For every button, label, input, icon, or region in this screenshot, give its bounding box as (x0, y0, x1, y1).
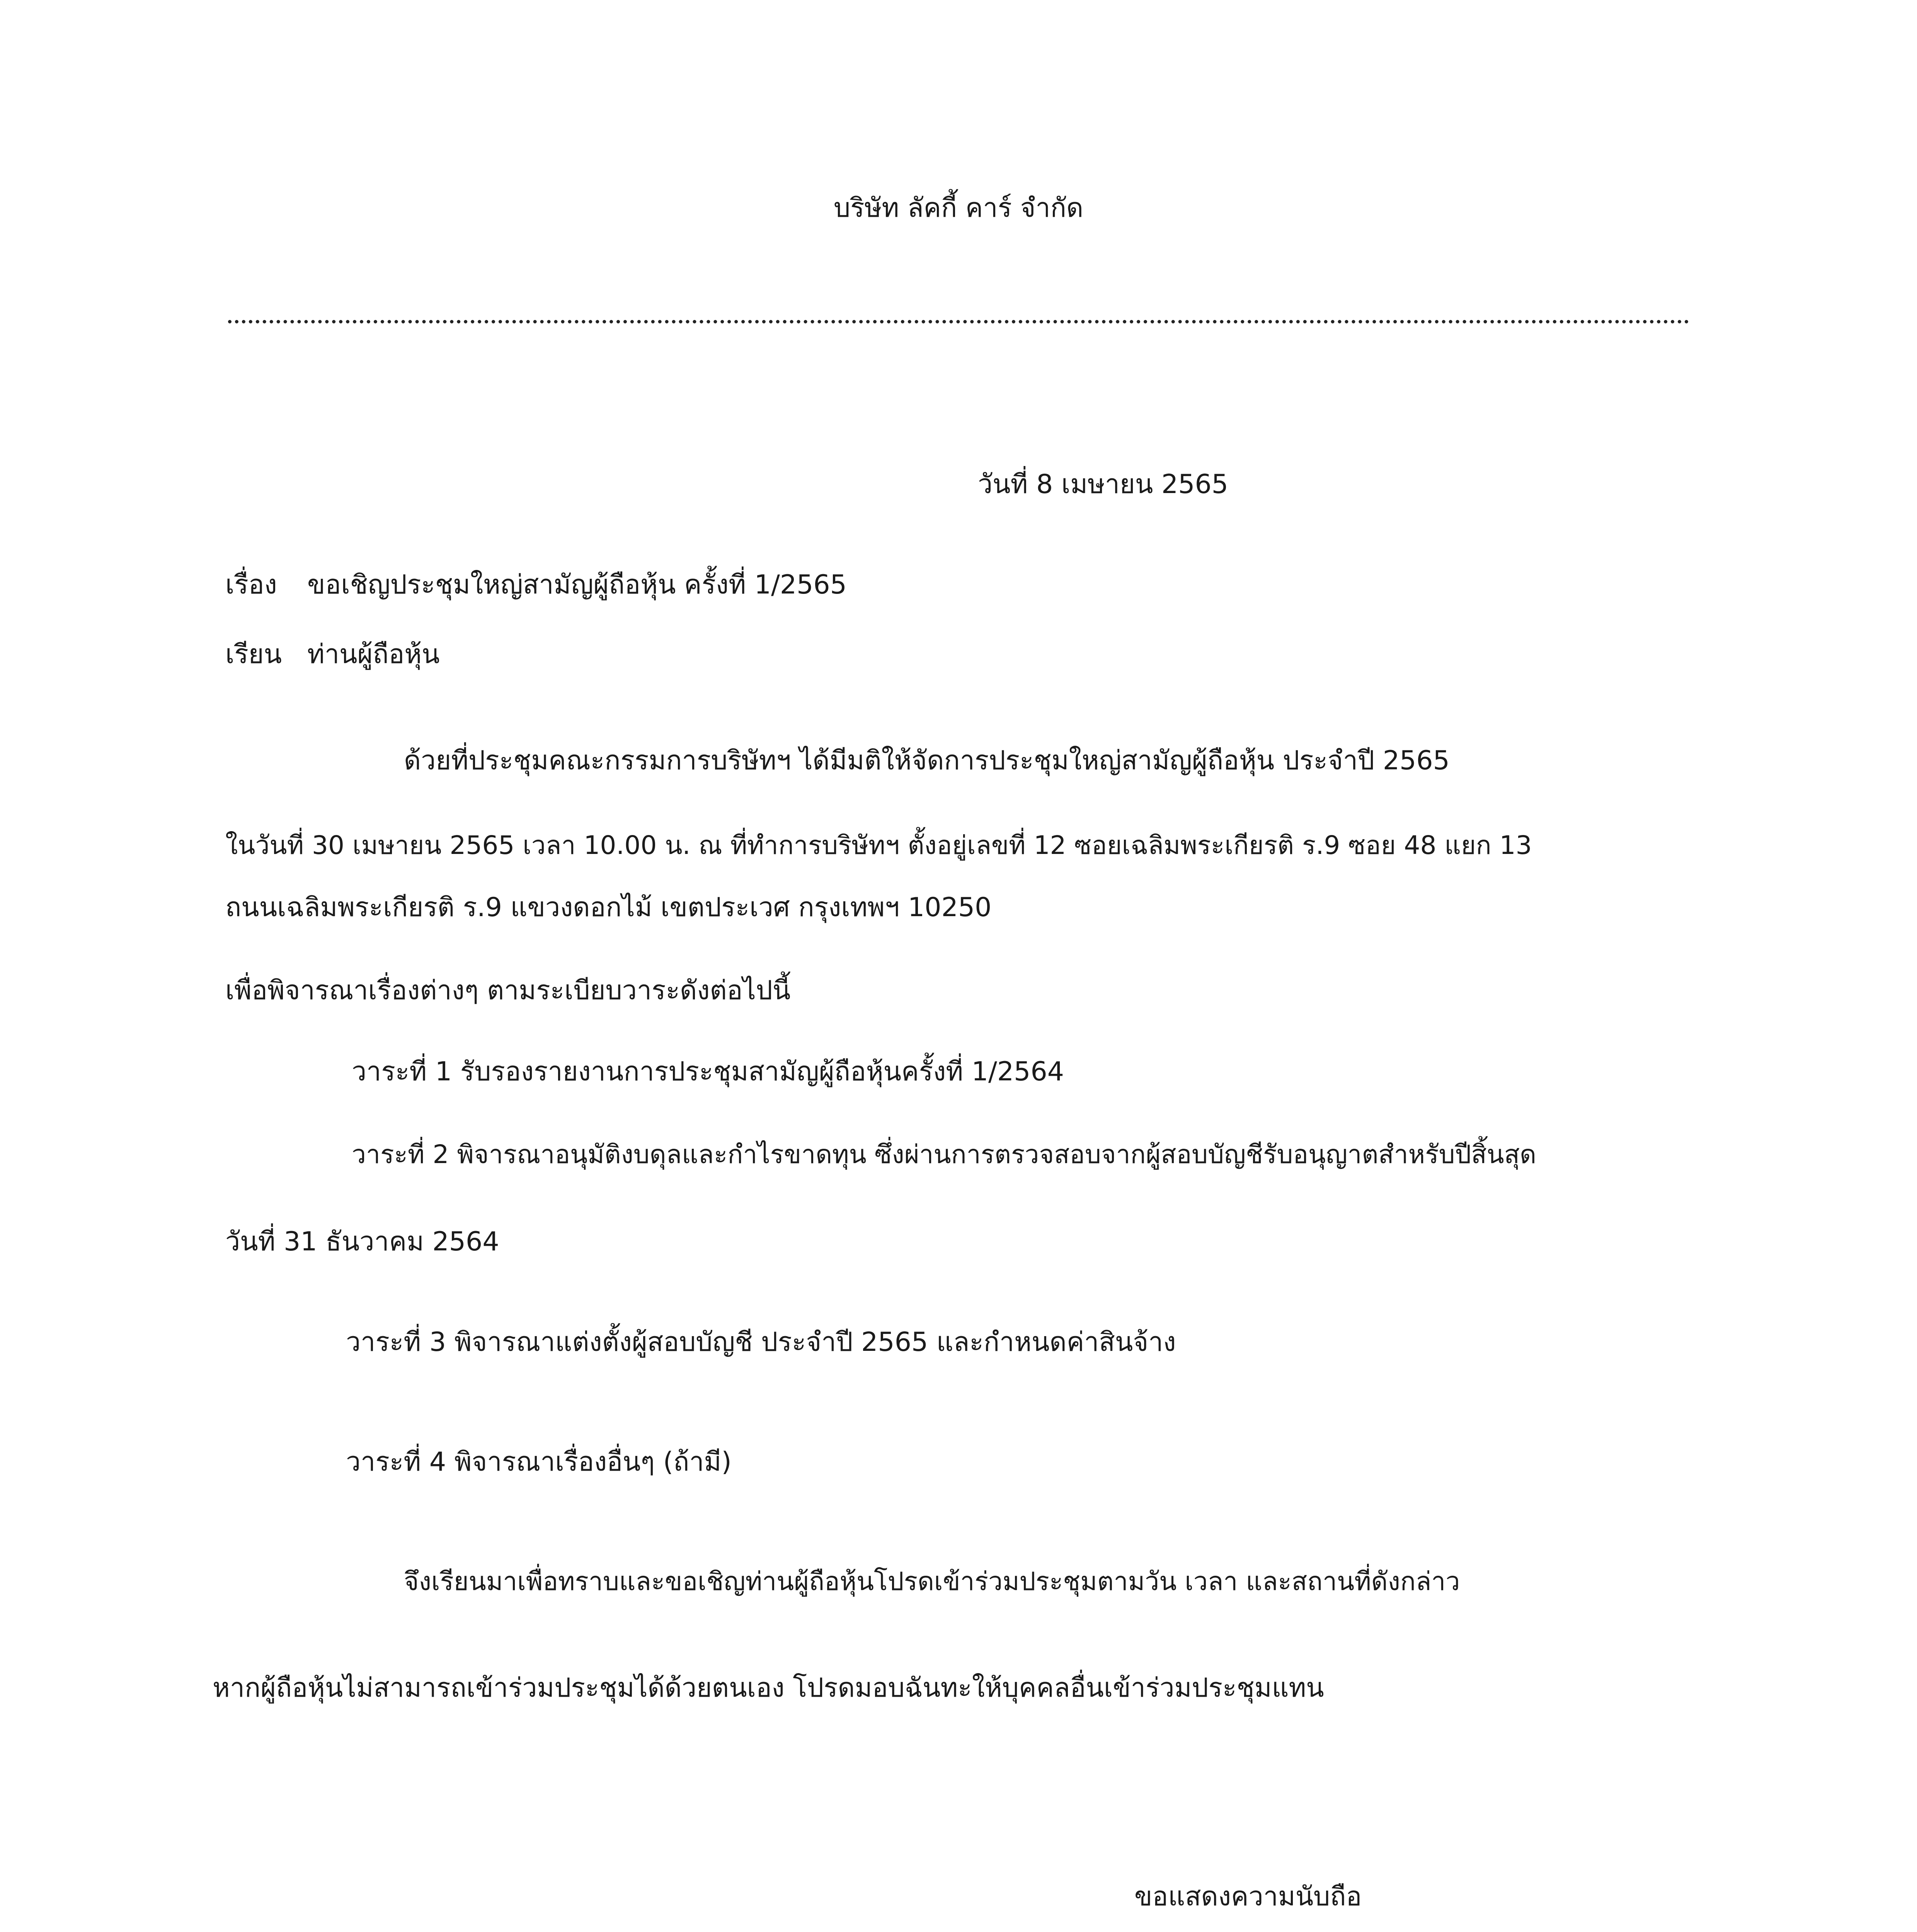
date-line: วันที่ 8 เมษายน 2565 (978, 469, 1229, 500)
body-line-2: ในวันที่ 30 เมษายน 2565 เวลา 10.00 น. ณ ที่ทำการบริษัทฯ ตั้งอยู่เลขที่ 12 ซอยเฉลิมพระเกียรติ ร.9 ซอย 48 แยก 13 (225, 830, 1532, 860)
regards-text: ขอแสดงความนับถือ (1134, 1881, 1362, 1912)
closing-line-2: หากผู้ถือหุ้นไม่สามารถเข้าร่วมประชุมได้ด้วยตนเอง โปรดมอบฉันทะให้บุคคลอื่นเข้าร่วมประชุมแทน (213, 1673, 1324, 1703)
agenda-intro: เพื่อพิจารณาเรื่องต่างๆ ตามระเบียบวาระดังต่อไปนี้ (225, 975, 791, 1006)
recipient-text: ท่านผู้ถือหุ้น (307, 639, 440, 670)
header-divider (228, 320, 1689, 323)
subject-label: เรื่อง (225, 570, 277, 600)
agenda-item-4: วาระที่ 4 พิจารณาเรื่องอื่นๆ (ถ้ามี) (346, 1447, 732, 1477)
company-name: บริษัท ลัคกี้ คาร์ จำกัด (833, 193, 1084, 223)
agenda-item-1: วาระที่ 1 รับรองรายงานการประชุมสามัญผู้ถือหุ้นครั้งที่ 1/2564 (352, 1056, 1064, 1087)
agenda-item-3: วาระที่ 3 พิจารณาแต่งตั้งผู้สอบบัญชี ประจำปี 2565 และกำหนดค่าสินจ้าง (346, 1327, 1176, 1357)
body-line-1: ด้วยที่ประชุมคณะกรรมการบริษัทฯ ได้มีมติให้จัดการประชุมใหญ่สามัญผู้ถือหุ้น ประจำปี 2565 (404, 745, 1450, 776)
recipient-label: เรียน (225, 639, 282, 670)
agenda-item-2-continuation: วันที่ 31 ธันวาคม 2564 (225, 1226, 499, 1257)
closing-line-1: จึงเรียนมาเพื่อทราบและขอเชิญท่านผู้ถือหุ้นโปรดเข้าร่วมประชุมตามวัน เวลา และสถานที่ดังกล่าว (404, 1566, 1460, 1596)
body-line-3: ถนนเฉลิมพระเกียรติ ร.9 แขวงดอกไม้ เขตประเวศ กรุงเทพฯ 10250 (225, 892, 992, 923)
subject-text: ขอเชิญประชุมใหญ่สามัญผู้ถือหุ้น ครั้งที่ 1/2565 (307, 570, 847, 600)
agenda-item-2: วาระที่ 2 พิจารณาอนุมัติงบดุลและกำไรขาดทุน ซึ่งผ่านการตรวจสอบจากผู้สอบบัญชีรับอนุญาตสำหรับปีสิ้นสุด (352, 1139, 1536, 1169)
